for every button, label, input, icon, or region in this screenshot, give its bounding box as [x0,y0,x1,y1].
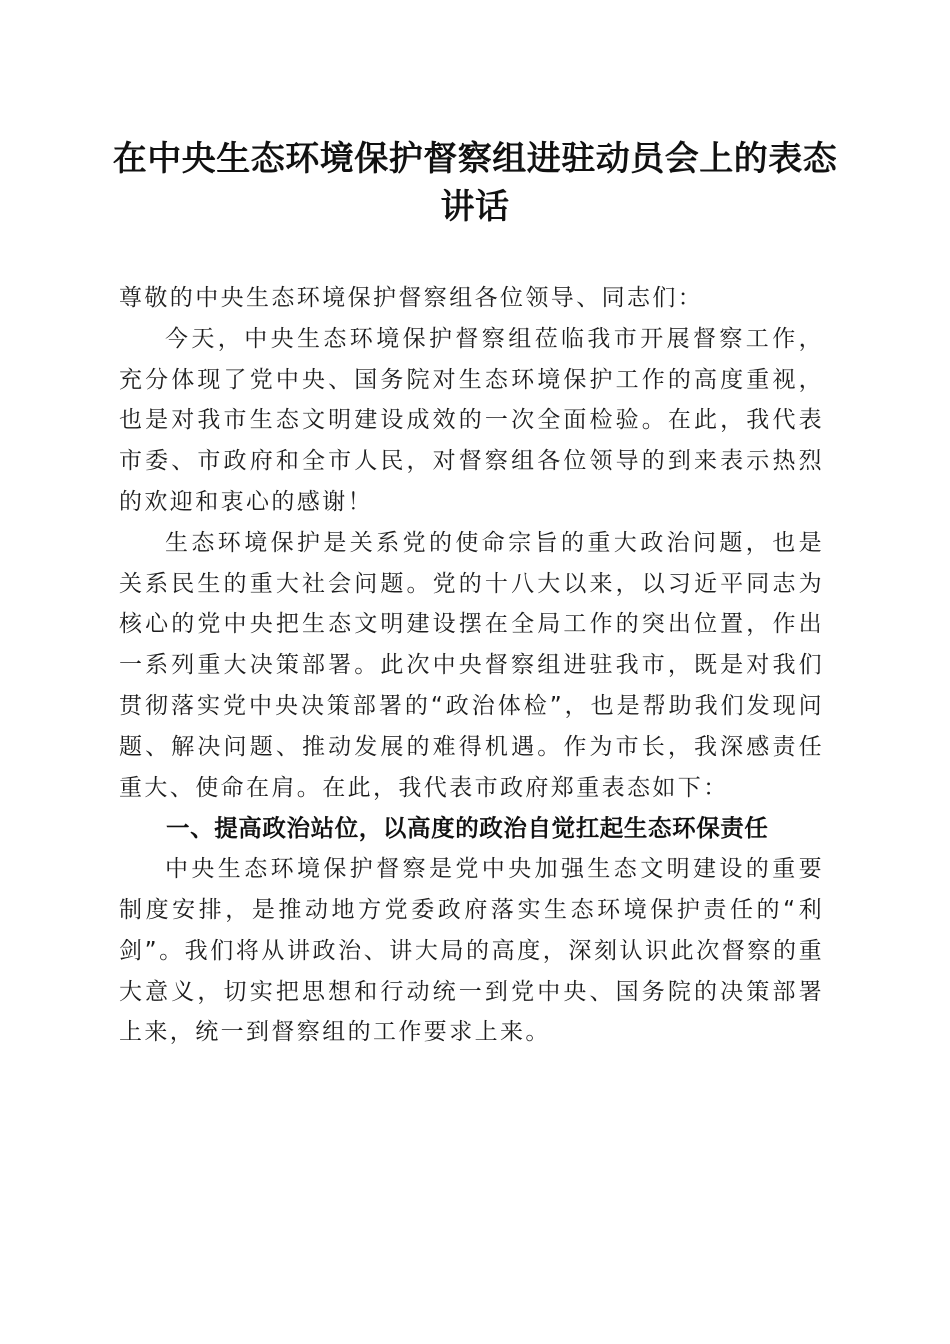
section-heading-1: 一、提高政治站位，以高度的政治自觉扛起生态环保责任 [166,814,769,843]
paragraph-significance: 生态环境保护是关系党的使命宗旨的重大政治问题，也是关系民生的重大社会问题。党的十八大以来，以习近平同志为核心的党中央把生态文明建设摆在全局工作的突出位置，作出一系列重大决策部署。此次中央督察组进驻我市，既是对我们贯彻落实党中央决策部署的“政治体检”，也是帮助我们发现问题、解决问题、推动发展的难得机遇。作为市长，我深感责任重大、使命在肩。在此，我代表市政府郑重表态如下： [119,529,824,801]
document-title: 在中央生态环境保护督察组进驻动员会上的表态讲话 [112,139,838,227]
paragraph-section-1: 中央生态环境保护督察是党中央加强生态文明建设的重要制度安排，是推动地方党委政府落实生态环境保护责任的“利剑”。我们将从讲政治、讲大局的高度，深刻认识此次督察的重大意义，切实把思想和行动统一到党中央、国务院的决策部署上来，统一到督察组的工作要求上来。 [119,856,824,1046]
paragraph-welcome: 今天，中央生态环境保护督察组莅临我市开展督察工作，充分体现了党中央、国务院对生态环境保护工作的高度重视，也是对我市生态文明建设成效的一次全面检验。在此，我代表市委、市政府和全市人民，对督察组各位领导的到来表示热烈的欢迎和衷心的感谢！ [119,325,824,515]
salutation: 尊敬的中央生态环境保护督察组各位领导、同志们： [119,285,704,311]
document-body [119,278,824,1053]
